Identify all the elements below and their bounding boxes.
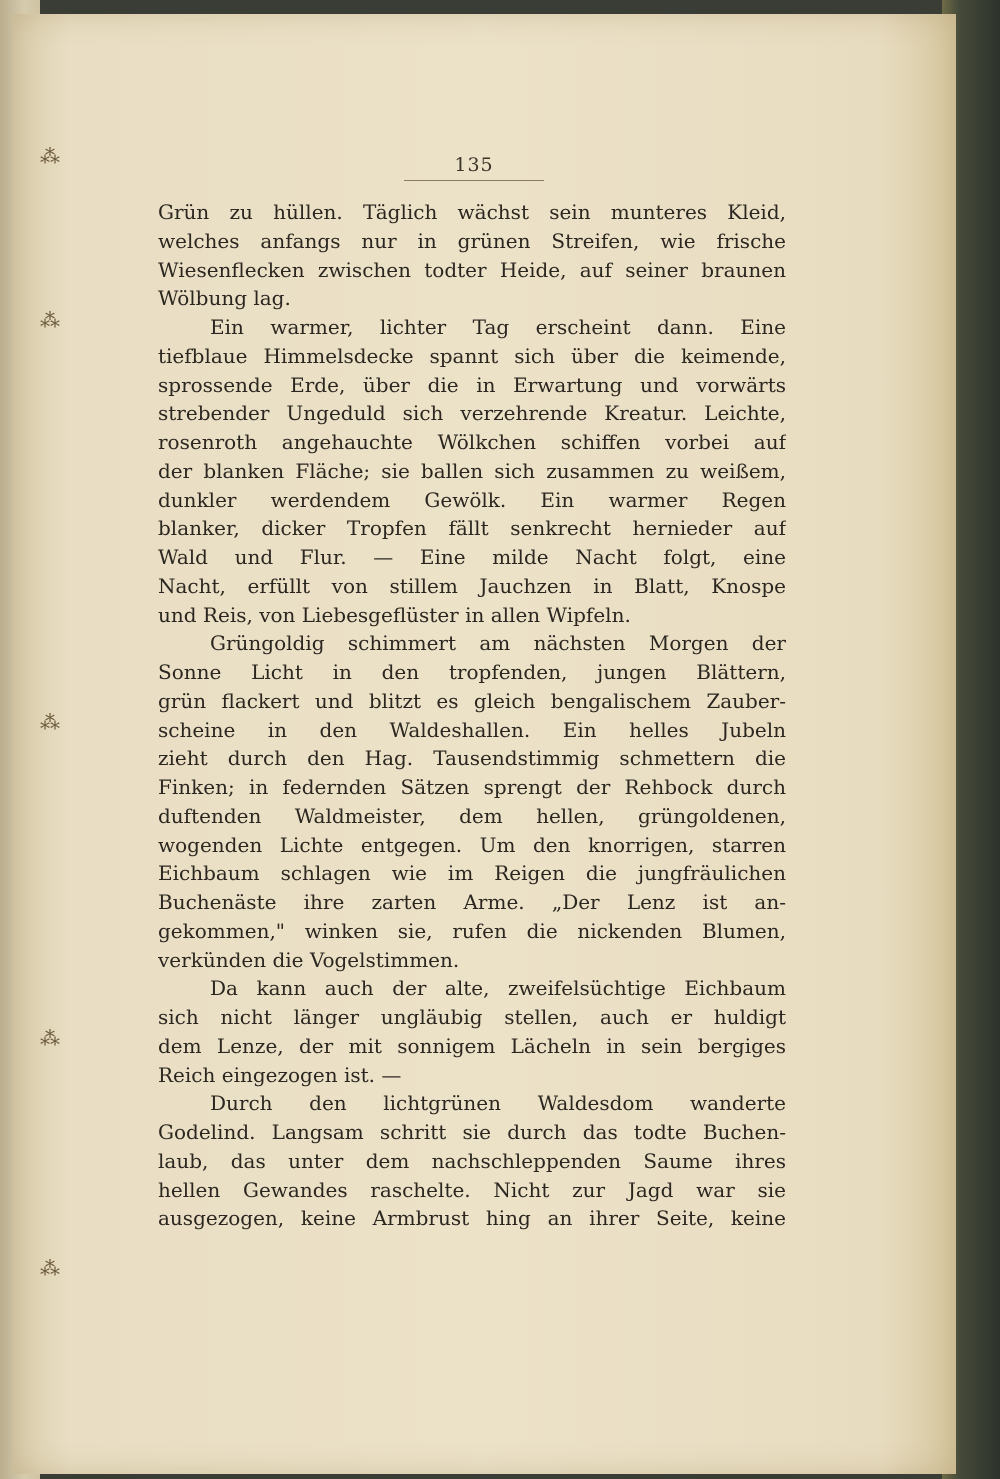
text-line: Grün zu hüllen. Täglich wächst sein munteres Kleid, xyxy=(158,200,786,224)
text-line: ausgezogen, keine Armbrust hing an ihrer Seite, keine xyxy=(158,1206,786,1231)
text-line: Reich eingezogen ist. — xyxy=(158,1062,402,1087)
text-line: Wiesenflecken zwischen todter Heide, auf seiner braunen xyxy=(158,257,786,282)
text-line: sich nicht länger ungläubig stellen, auch er huldigt xyxy=(158,1005,786,1029)
text-line: Nacht, erfüllt von stillem Jauchzen in Blatt, Knospe xyxy=(158,573,786,598)
text-line: Ein warmer, lichter Tag erscheint dann. Eine xyxy=(210,315,786,339)
text-line: welches anfangs nur in grünen Streifen, wie frische xyxy=(158,228,786,253)
text-line: blanker, dicker Tropfen fällt senkrecht hernieder auf xyxy=(158,516,786,541)
gutter-stitch-mark: ⁂ xyxy=(40,308,60,332)
body-text xyxy=(158,198,786,1233)
text-line: strebender Ungeduld sich verzehrende Kreatur. Leichte, xyxy=(158,401,786,426)
text-line: tiefblaue Himmelsdecke spannt sich über die keimende, xyxy=(158,343,786,368)
gutter-stitch-mark: ⁂ xyxy=(40,144,60,168)
page-header xyxy=(404,154,544,181)
text-line: duftenden Waldmeister, dem hellen, grüngoldenen, xyxy=(158,803,786,828)
text-line: Wölbung lag. xyxy=(158,286,291,311)
text-line: dem Lenze, der mit sonnigem Lächeln in sein bergiges xyxy=(158,1033,786,1058)
text-line: dunkler werdendem Gewölk. Ein warmer Regen xyxy=(158,487,786,512)
gutter-stitch-mark: ⁂ xyxy=(40,1256,60,1280)
text-line: Durch den lichtgrünen Waldesdom wanderte xyxy=(210,1091,786,1116)
text-line: verkünden die Vogelstimmen. xyxy=(158,947,460,972)
text-line: Finken; in federnden Sätzen sprengt der Rehbock durch xyxy=(158,775,786,799)
gutter-stitch-mark: ⁂ xyxy=(40,710,60,734)
text-line: Eichbaum schlagen wie im Reigen die jungfräulichen xyxy=(158,861,786,886)
text-line: Sonne Licht in den tropfenden, jungen Blättern, xyxy=(158,660,786,684)
header-rule xyxy=(404,180,544,181)
text-line: gekommen," winken sie, rufen die nickenden Blumen, xyxy=(158,918,786,943)
page-number: 135 xyxy=(454,154,494,176)
text-line: scheine in den Waldeshallen. Ein helles Jubeln xyxy=(158,717,786,742)
text-line: Godelind. Langsam schritt sie durch das todte Buchen- xyxy=(158,1120,786,1144)
text-line: rosenroth angehauchte Wölkchen schiffen vorbei auf xyxy=(158,430,786,454)
text-line: Grüngoldig schimmert am nächsten Morgen der xyxy=(210,631,786,656)
text-line: Buchenäste ihre zarten Arme. „Der Lenz ist an- xyxy=(158,890,786,914)
text-line: wogenden Lichte entgegen. Um den knorrigen, starren xyxy=(158,832,786,857)
text-line: und Reis, von Liebesgeflüster in allen Wipfeln. xyxy=(158,602,631,627)
gutter-stitch-mark: ⁂ xyxy=(40,1026,60,1050)
text-line: sprossende Erde, über die in Erwartung und vorwärts xyxy=(158,372,786,397)
text-line: der blanken Fläche; sie ballen sich zusammen zu weißem, xyxy=(158,458,786,483)
text-line: laub, das unter dem nachschleppenden Saume ihres xyxy=(158,1148,786,1173)
text-line: zieht durch den Hag. Tausendstimmig schmettern die xyxy=(158,746,786,771)
text-line: grün flackert und blitzt es gleich bengalischem Zauber- xyxy=(158,688,786,713)
text-line: hellen Gewandes raschelte. Nicht zur Jagd war sie xyxy=(158,1177,786,1202)
text-line: Wald und Flur. — Eine milde Nacht folgt, eine xyxy=(158,545,786,569)
text-line: Da kann auch der alte, zweifelsüchtige Eichbaum xyxy=(210,976,786,1001)
